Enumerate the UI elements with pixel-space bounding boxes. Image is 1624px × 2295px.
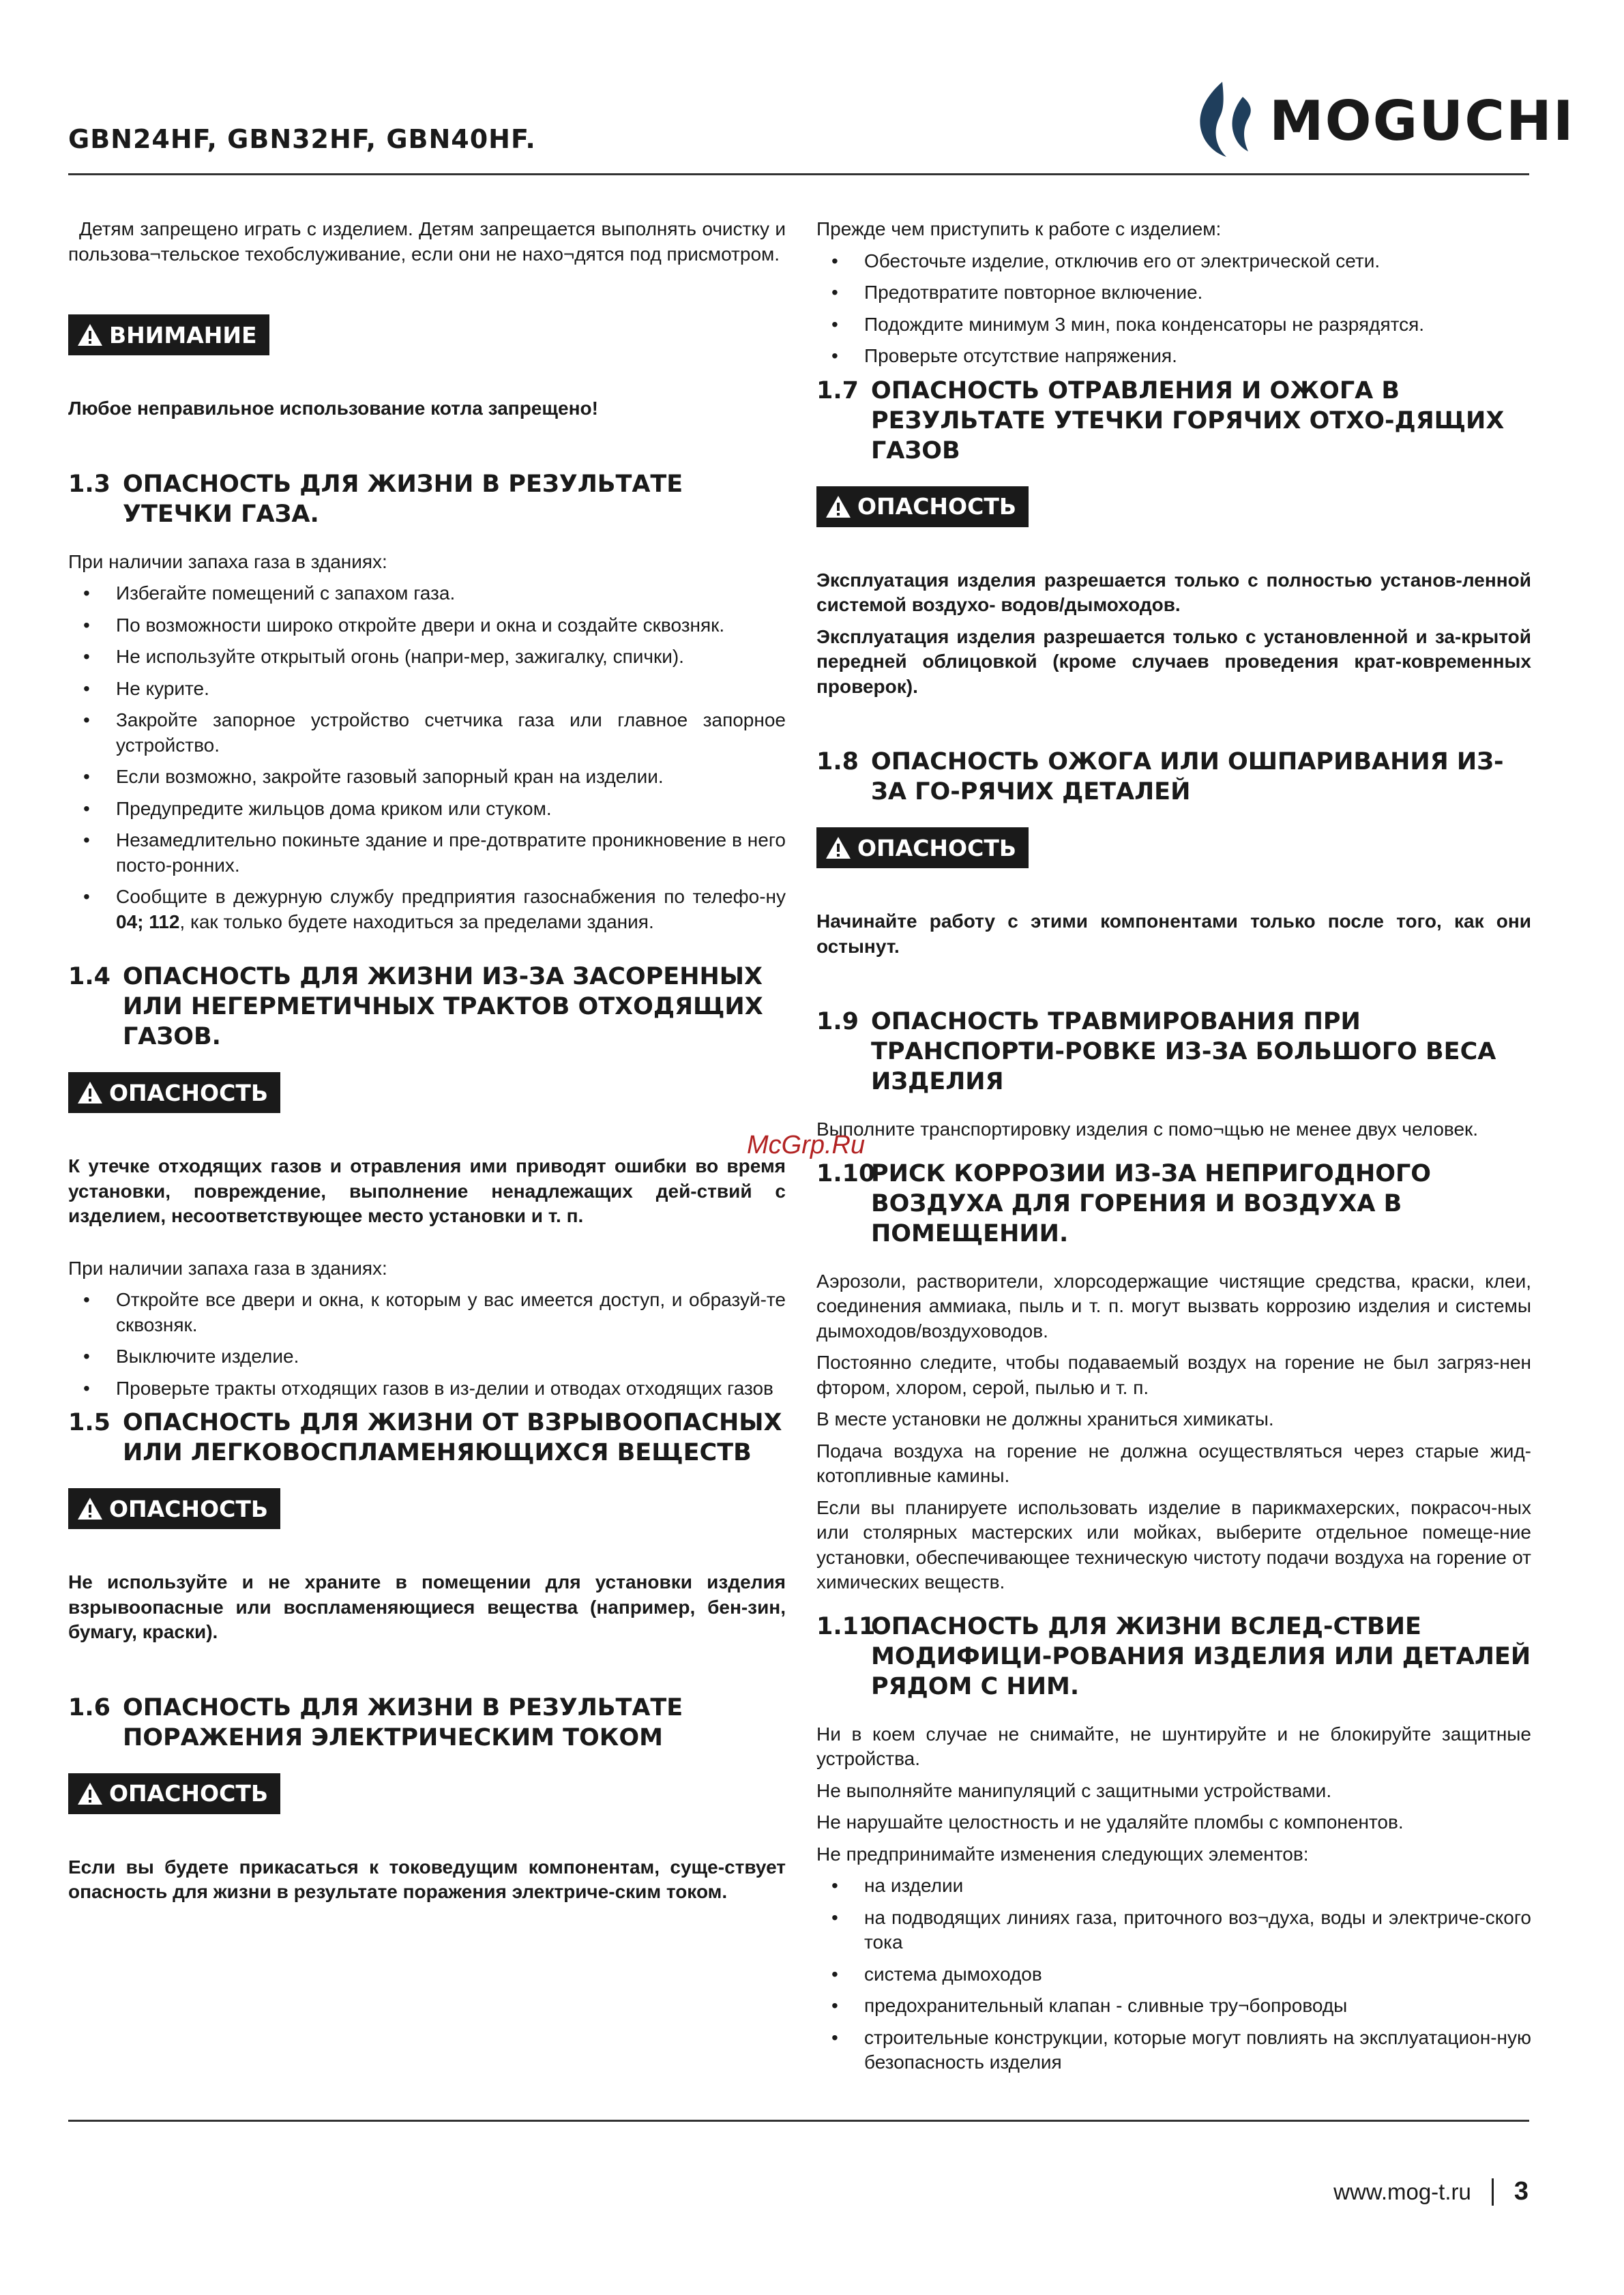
section-number: 1.6 <box>68 1693 111 1721</box>
warning-triangle-icon <box>76 1496 104 1521</box>
section-title: ОПАСНОСТЬ ТРАВМИРОВАНИЯ ПРИ ТРАНСПОРТИ-РОВКЕ ИЗ-ЗА БОЛЬШОГО ВЕСА ИЗДЕЛИЯ <box>871 1008 1496 1095</box>
list-item: • Не используйте открытый огонь (напри-мер, зажигалку, спички). <box>68 645 786 670</box>
paragraph: Выполните транспортировку изделия с помо¬щью не менее двух человек. <box>816 1119 1479 1140</box>
warning-triangle-icon <box>825 494 852 519</box>
bullet-list <box>816 1874 1531 2075</box>
section-heading-1-11 <box>816 1612 1531 1702</box>
header-rule <box>68 173 1529 175</box>
warning-triangle-icon <box>76 323 104 347</box>
section-number: 1.10 <box>816 1159 876 1187</box>
paragraph: Подача воздуха на горение не должна осуществляться через старые жид-котопливные камины. <box>816 1440 1531 1486</box>
section-number: 1.9 <box>816 1008 859 1035</box>
page-number: 3 <box>1514 2177 1529 2206</box>
danger-badge <box>816 486 1029 527</box>
list-item: • Незамедлительно покиньте здание и пре-дотвратите проникновение в него посто-ронних. <box>68 828 786 878</box>
section-heading-1-9 <box>816 1007 1531 1097</box>
section-number: 1.3 <box>68 470 111 498</box>
danger-text: Не используйте и не храните в помещении для установки изделия взрывоопасные или воспламеняющиеся вещества (например, бен-зин, бумагу, краски). <box>68 1571 786 1642</box>
list-item: • на подводящих линиях газа, приточного воз¬духа, воды и электриче-ского тока <box>816 1906 1531 1955</box>
section-title: ОПАСНОСТЬ ДЛЯ ЖИЗНИ В РЕЗУЛЬТАТЕ УТЕЧКИ ГАЗА. <box>123 470 683 528</box>
paragraph: Не предпринимайте изменения следующих элементов: <box>816 1843 1309 1865</box>
logo <box>1195 80 1575 161</box>
section-heading-1-10 <box>816 1159 1531 1249</box>
bullet-list <box>816 249 1531 369</box>
footer-url[interactable]: www.mog-t.ru <box>1333 2178 1471 2204</box>
list-item: • Выключите изделие. <box>68 1344 786 1369</box>
list-item: • на изделии <box>816 1874 1531 1899</box>
list-item: • система дымоходов <box>816 1962 1531 1987</box>
list-item: • строительные конструкции, которые могут повлиять на эксплуатацион-ную безопасность изделия <box>816 2026 1531 2075</box>
warning-triangle-icon <box>825 835 852 860</box>
list-item-text: , как только будете находиться за пределами здания. <box>179 910 654 932</box>
list-item: • Предупредите жильцов дома криком или стуком. <box>68 797 786 822</box>
list-item <box>68 885 786 934</box>
list-item: • Подождите минимум 3 мин, пока конденсаторы не разрядятся. <box>816 312 1531 338</box>
paragraph: Постоянно следите, чтобы подаваемый воздух на горение не был загряз-нен фтором, хлором, серой, пылью и т. п. <box>816 1352 1531 1398</box>
section-heading-1-8 <box>816 747 1531 807</box>
danger-badge <box>68 1488 280 1529</box>
section-title: ОПАСНОСТЬ ОТРАВЛЕНИЯ И ОЖОГА В РЕЗУЛЬТАТЕ УТЕЧКИ ГОРЯЧИХ ОТХО-ДЯЩИХ ГАЗОВ <box>871 376 1505 464</box>
watermark: McGrp.Ru <box>747 1131 866 1159</box>
section-heading-1-4 <box>68 962 786 1052</box>
danger-badge-label: ОПАСНОСТЬ <box>857 493 1016 520</box>
list-item: • По возможности широко откройте двери и окна и создайте сквозняк. <box>68 613 786 638</box>
phone-numbers: 04; 112 <box>116 910 180 932</box>
warning-badge <box>68 314 269 355</box>
list-item: • Обесточьте изделие, отключив его от электрической сети. <box>816 249 1531 274</box>
list-item: • Проверьте тракты отходящих газов в из-делии и отводах отходящих газов <box>68 1376 786 1402</box>
list-item: • Предотвратите повторное включение. <box>816 280 1531 306</box>
danger-badge <box>68 1072 280 1113</box>
danger-badge-label: ОПАСНОСТЬ <box>109 1780 268 1807</box>
paragraph: Не выполняйте манипуляций с защитными устройствами. <box>816 1779 1332 1801</box>
section-title: РИСК КОРРОЗИИ ИЗ-ЗА НЕПРИГОДНОГО ВОЗДУХА ДЛЯ ГОРЕНИЯ И ВОЗДУХА В ПОМЕЩЕНИИ. <box>871 1159 1432 1247</box>
bullet-list <box>68 1288 786 1401</box>
danger-text: Если вы будете прикасаться к токоведущим компонентам, суще-ствует опасность для жизни в результате поражения электриче-ским током. <box>68 1856 786 1902</box>
list-item: • Не курите. <box>68 677 786 702</box>
list-item: • Если возможно, закройте газовый запорный кран на изделии. <box>68 765 786 790</box>
paragraph: Аэрозоли, растворители, хлорсодержащие чистящие средства, краски, клеи, соединения аммиака, пыль и т. п. могут вызвать коррозию изделия и системы дымоходов/воздуховодов. <box>816 1270 1531 1342</box>
left-column <box>68 217 786 1912</box>
section-title: ОПАСНОСТЬ ДЛЯ ЖИЗНИ ИЗ-ЗА ЗАСОРЕННЫХ ИЛИ НЕГЕРМЕТИЧНЫХ ТРАКТОВ ОТХОДЯЩИХ ГАЗОВ. <box>123 963 763 1050</box>
section-number: 1.11 <box>816 1612 876 1640</box>
danger-badge-label: ОПАСНОСТЬ <box>109 1495 268 1522</box>
danger-badge-label: ОПАСНОСТЬ <box>857 834 1016 861</box>
section-title: ОПАСНОСТЬ ДЛЯ ЖИЗНИ ВСЛЕД-СТВИЕ МОДИФИЦИ-РОВАНИЯ ИЗДЕЛИЯ ИЛИ ДЕТАЛЕЙ РЯДОМ С НИМ. <box>871 1612 1531 1700</box>
section-heading-1-3 <box>68 469 786 529</box>
paragraph: В месте установки не должны храниться химикаты. <box>816 1408 1274 1430</box>
right-column <box>816 217 1531 2082</box>
flame-logo-icon <box>1195 80 1260 161</box>
danger-badge-label: ОПАСНОСТЬ <box>109 1079 268 1106</box>
list-item: • Закройте запорное устройство счетчика газа или главное запорное устройство. <box>68 708 786 758</box>
paragraph: При наличии запаха газа в зданиях: <box>68 550 387 572</box>
paragraph: Ни в коем случае не снимайте, не шунтируйте и не блокируйте защитные устройства. <box>816 1723 1531 1769</box>
list-item: • Проверьте отсутствие напряжения. <box>816 344 1531 369</box>
section-heading-1-7 <box>816 376 1531 466</box>
danger-badge <box>816 827 1029 868</box>
warning-triangle-icon <box>76 1781 104 1806</box>
section-title: ОПАСНОСТЬ ДЛЯ ЖИЗНИ В РЕЗУЛЬТАТЕ ПОРАЖЕНИЯ ЭЛЕКТРИЧЕСКИМ ТОКОМ <box>123 1693 683 1751</box>
warning-triangle-icon <box>76 1080 104 1105</box>
section-number: 1.5 <box>68 1409 111 1436</box>
list-item: • Избегайте помещений с запахом газа. <box>68 581 786 606</box>
footer <box>1333 2177 1529 2206</box>
section-title: ОПАСНОСТЬ ДЛЯ ЖИЗНИ ОТ ВЗРЫВООПАСНЫХ ИЛИ ЛЕГКОВОСПЛАМЕНЯЮЩИХСЯ ВЕЩЕСТВ <box>123 1409 782 1466</box>
danger-text: Эксплуатация изделия разрешается только с полностью установ-ленной системой воздухо- водов/дымоходов. <box>816 569 1531 615</box>
footer-rule <box>68 2120 1529 2122</box>
danger-text: Эксплуатация изделия разрешается только с установленной и за-крытой передней облицовкой (кроме случаев проведения крат-ковременных проверок). <box>816 625 1531 697</box>
section-number: 1.7 <box>816 376 859 404</box>
warning-badge-label: ВНИМАНИЕ <box>109 321 257 349</box>
warning-text: Любое неправильное использование котла запрещено! <box>68 398 598 419</box>
list-item: • Откройте все двери и окна, к которым у вас имеется доступ, и образуй-те сквозняк. <box>68 1288 786 1337</box>
section-heading-1-5 <box>68 1408 786 1468</box>
danger-badge <box>68 1773 280 1814</box>
header-title: GBN24HF, GBN32HF, GBN40HF. <box>68 124 536 154</box>
intro-text: Детям запрещено играть с изделием. Детям запрещается выполнять очистку и пользова¬тельское техобслуживание, если они не нахо¬дятся под присмотром. <box>68 218 786 265</box>
section-title: ОПАСНОСТЬ ОЖОГА ИЛИ ОШПАРИВАНИЯ ИЗ-ЗА ГО-РЯЧИХ ДЕТАЛЕЙ <box>871 748 1504 805</box>
section-number: 1.8 <box>816 748 859 775</box>
danger-text: К утечке отходящих газов и отравления ими приводят ошибки во время установки, повреждение, выполнение ненадлежащих дей-ствий с изделием, несоответствующее место установки и т. п. <box>68 1155 786 1226</box>
paragraph: Прежде чем приступить к работе с изделием: <box>816 218 1222 239</box>
paragraph: Не нарушайте целостность и не удаляйте пломбы с компонентов. <box>816 1811 1404 1833</box>
list-item-text: Сообщите в дежурную службу предприятия газоснабжения по телефо-ну <box>116 886 786 907</box>
paragraph: При наличии запаха газа в зданиях: <box>68 1257 387 1279</box>
danger-text: Начинайте работу с этими компонентами только после того, как они остынут. <box>816 910 1531 957</box>
paragraph: Если вы планируете использовать изделие в парикмахерских, покрасоч-ных или столярных мастерских или мойках, выберите отдельное помеще-ние установки, обеспечивающее техническую чистоту подачи воздуха на горение от химических веществ. <box>816 1496 1531 1593</box>
section-heading-1-6 <box>68 1693 786 1753</box>
section-number: 1.4 <box>68 963 111 990</box>
bullet-list <box>68 581 786 934</box>
list-item: • предохранительный клапан - сливные тру¬бопроводы <box>816 1994 1531 2019</box>
logo-text: MOGUCHI <box>1269 89 1575 153</box>
footer-separator <box>1492 2178 1494 2206</box>
